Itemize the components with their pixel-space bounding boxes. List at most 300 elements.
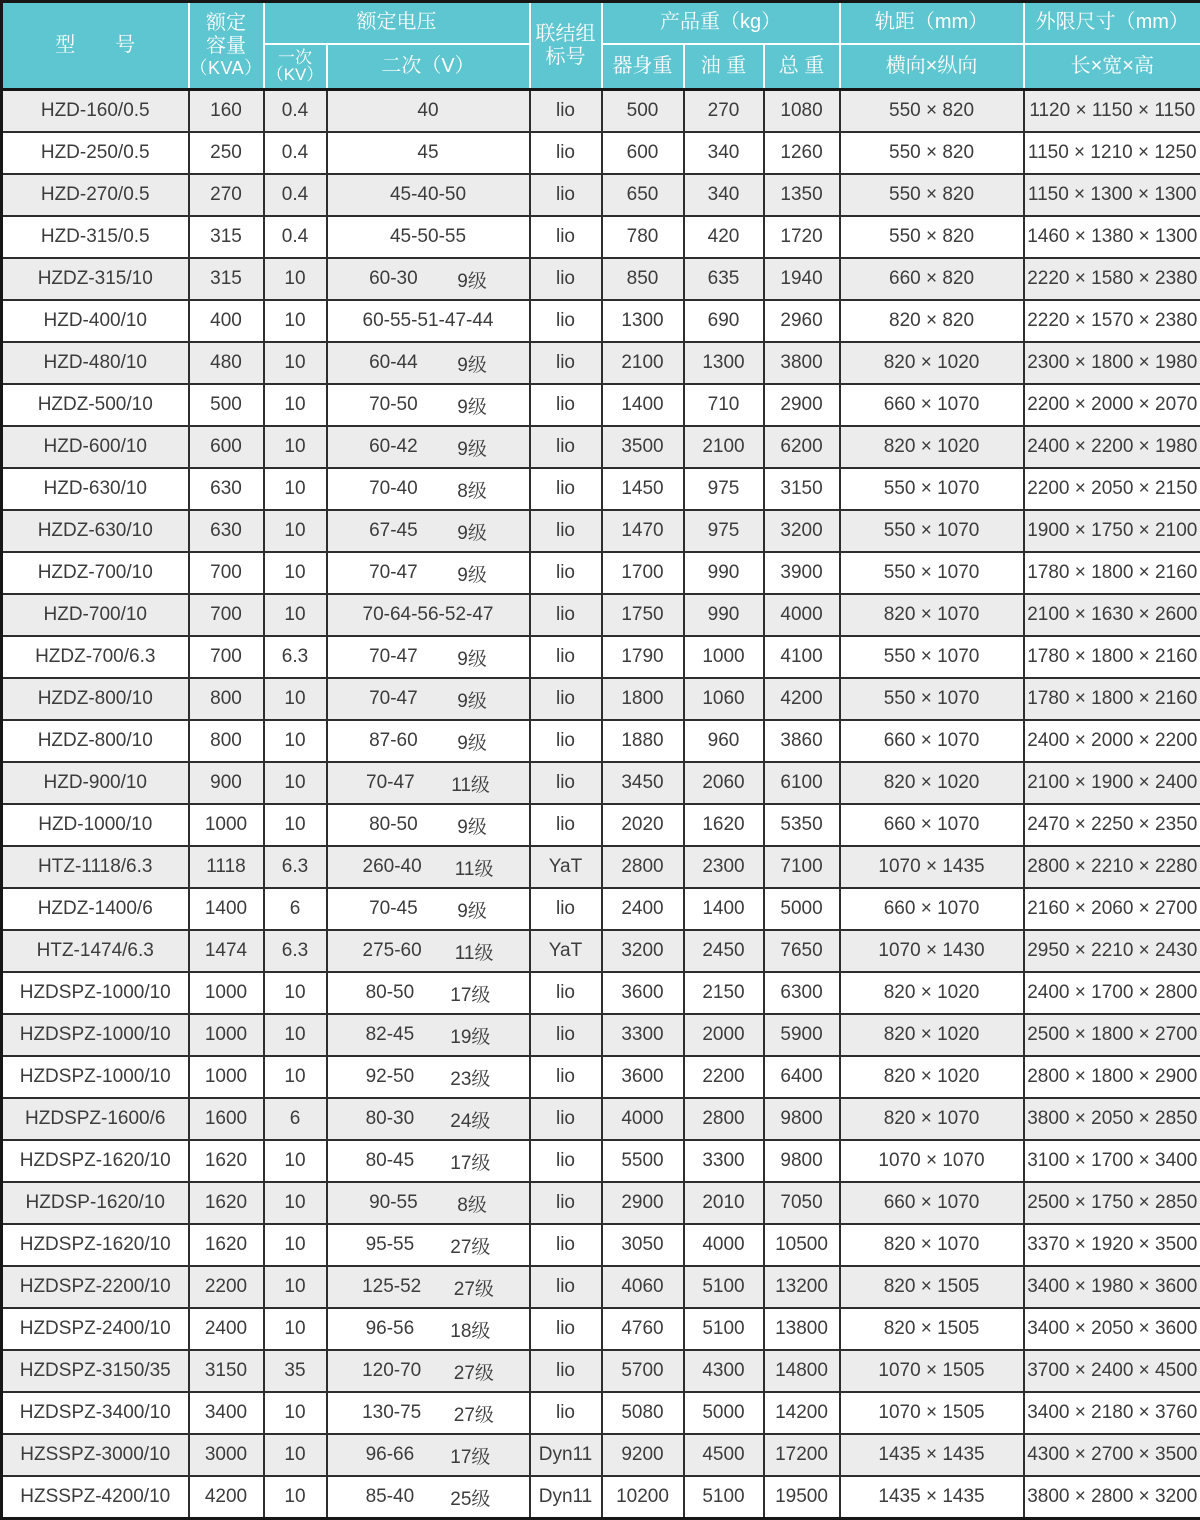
cell-model: HZDSPZ-1620/10 — [2, 1224, 189, 1266]
cell-outer-dims: 2950 × 2210 × 2430 — [1024, 930, 1200, 972]
secondary-voltage-wrap — [330, 226, 527, 248]
cell-rated-capacity: 2400 — [189, 1308, 264, 1350]
cell-gauge: 820 × 1020 — [840, 342, 1024, 384]
cell-primary-voltage: 6 — [264, 888, 327, 930]
header-body-weight: 器身重 — [602, 44, 684, 90]
header-total-weight: 总 重 — [764, 44, 840, 90]
secondary-voltage-range: 125-52 — [362, 1276, 421, 1298]
cell-primary-voltage: 10 — [264, 1476, 327, 1519]
secondary-voltage-steps: 27级 — [450, 1232, 490, 1259]
cell-secondary-voltage — [327, 216, 530, 258]
secondary-voltage-range: 85-40 — [366, 1486, 415, 1508]
cell-total-weight: 7100 — [764, 846, 840, 888]
cell-total-weight: 1350 — [764, 174, 840, 216]
secondary-voltage-range: 70-47 — [366, 772, 415, 794]
cell-model: HZDZ-700/6.3 — [2, 636, 189, 678]
secondary-voltage-steps: 25级 — [450, 1484, 490, 1511]
cell-connection-group: lio — [530, 216, 602, 258]
cell-model: HZSSPZ-4200/10 — [2, 1476, 189, 1519]
cell-total-weight: 3900 — [764, 552, 840, 594]
cell-primary-voltage: 10 — [264, 1266, 327, 1308]
table-row — [2, 468, 1200, 510]
cell-body-weight: 1400 — [602, 384, 684, 426]
secondary-voltage-range: 70-47 — [369, 562, 418, 584]
cell-connection-group: lio — [530, 1392, 602, 1434]
cell-secondary-voltage — [327, 300, 530, 342]
secondary-voltage-range: 70-45 — [369, 898, 418, 920]
cell-secondary-voltage — [327, 384, 530, 426]
cell-model: HZD-700/10 — [2, 594, 189, 636]
secondary-voltage-range: 96-56 — [366, 1318, 415, 1340]
cell-primary-voltage: 0.4 — [264, 174, 327, 216]
cell-oil-weight: 960 — [684, 720, 764, 762]
secondary-voltage-steps: 19级 — [450, 1022, 490, 1049]
cell-secondary-voltage — [327, 552, 530, 594]
cell-outer-dims: 2400 × 1700 × 2800 — [1024, 972, 1200, 1014]
header-rated-capacity-unit: （KVA） — [190, 58, 263, 79]
cell-rated-capacity: 800 — [189, 720, 264, 762]
cell-total-weight: 6200 — [764, 426, 840, 468]
cell-outer-dims: 1780 × 1800 × 2160 — [1024, 636, 1200, 678]
cell-gauge: 1435 × 1435 — [840, 1434, 1024, 1476]
cell-rated-capacity: 315 — [189, 216, 264, 258]
secondary-voltage-range: 80-50 — [369, 814, 418, 836]
table-row — [2, 1350, 1200, 1392]
secondary-voltage-range: 40 — [417, 100, 438, 122]
cell-model: HZDZ-500/10 — [2, 384, 189, 426]
header-connection-group-line1: 联结组 — [531, 23, 601, 46]
cell-rated-capacity: 1600 — [189, 1098, 264, 1140]
secondary-voltage-steps: 17级 — [450, 980, 490, 1007]
cell-secondary-voltage — [327, 90, 530, 133]
secondary-voltage-wrap — [330, 812, 527, 839]
cell-model: HTZ-1474/6.3 — [2, 930, 189, 972]
secondary-voltage-steps: 9级 — [457, 728, 487, 755]
cell-rated-capacity: 700 — [189, 552, 264, 594]
secondary-voltage-steps: 9级 — [457, 350, 487, 377]
cell-oil-weight: 4300 — [684, 1350, 764, 1392]
cell-body-weight: 3500 — [602, 426, 684, 468]
secondary-voltage-steps: 9级 — [457, 644, 487, 671]
cell-gauge: 550 × 1070 — [840, 510, 1024, 552]
table-row — [2, 552, 1200, 594]
cell-oil-weight: 2200 — [684, 1056, 764, 1098]
secondary-voltage-range: 45-50-55 — [390, 226, 466, 248]
secondary-voltage-wrap — [330, 1148, 527, 1175]
header-primary-voltage-line1: 一次 — [265, 49, 326, 66]
cell-total-weight: 3200 — [764, 510, 840, 552]
secondary-voltage-wrap — [330, 896, 527, 923]
table-row — [2, 426, 1200, 468]
cell-gauge: 1070 × 1435 — [840, 846, 1024, 888]
cell-oil-weight: 2150 — [684, 972, 764, 1014]
cell-oil-weight: 2060 — [684, 762, 764, 804]
cell-connection-group: lio — [530, 1098, 602, 1140]
secondary-voltage-wrap — [330, 854, 527, 881]
cell-connection-group: lio — [530, 594, 602, 636]
cell-connection-group: lio — [530, 972, 602, 1014]
header-primary-voltage — [264, 44, 327, 90]
cell-gauge: 820 × 1505 — [840, 1266, 1024, 1308]
cell-total-weight: 6400 — [764, 1056, 840, 1098]
cell-connection-group: YaT — [530, 846, 602, 888]
cell-model: HZDSPZ-2200/10 — [2, 1266, 189, 1308]
secondary-voltage-steps: 9级 — [457, 518, 487, 545]
table-row — [2, 1182, 1200, 1224]
cell-outer-dims: 1780 × 1800 × 2160 — [1024, 678, 1200, 720]
cell-body-weight: 2900 — [602, 1182, 684, 1224]
cell-model: HZD-400/10 — [2, 300, 189, 342]
cell-gauge: 1070 × 1505 — [840, 1350, 1024, 1392]
cell-rated-capacity: 630 — [189, 510, 264, 552]
cell-gauge: 550 × 1070 — [840, 552, 1024, 594]
secondary-voltage-range: 80-30 — [366, 1108, 415, 1130]
cell-primary-voltage: 10 — [264, 1182, 327, 1224]
secondary-voltage-range: 92-50 — [366, 1066, 415, 1088]
cell-total-weight: 4000 — [764, 594, 840, 636]
cell-secondary-voltage — [327, 1098, 530, 1140]
cell-primary-voltage: 10 — [264, 1392, 327, 1434]
cell-primary-voltage: 10 — [264, 1056, 327, 1098]
cell-model: HZDZ-1400/6 — [2, 888, 189, 930]
secondary-voltage-steps: 11级 — [451, 770, 490, 797]
secondary-voltage-wrap — [330, 1106, 527, 1133]
secondary-voltage-wrap — [330, 938, 527, 965]
secondary-voltage-range: 70-47 — [369, 646, 418, 668]
cell-connection-group: lio — [530, 384, 602, 426]
secondary-voltage-wrap — [330, 1232, 527, 1259]
cell-secondary-voltage — [327, 846, 530, 888]
cell-connection-group: lio — [530, 174, 602, 216]
cell-primary-voltage: 10 — [264, 1140, 327, 1182]
cell-oil-weight: 635 — [684, 258, 764, 300]
cell-gauge: 1070 × 1070 — [840, 1140, 1024, 1182]
secondary-voltage-steps: 9级 — [457, 896, 487, 923]
secondary-voltage-wrap — [330, 310, 527, 332]
secondary-voltage-steps: 11级 — [455, 938, 494, 965]
cell-oil-weight: 5100 — [684, 1266, 764, 1308]
cell-rated-capacity: 1620 — [189, 1140, 264, 1182]
cell-primary-voltage: 0.4 — [264, 90, 327, 133]
cell-primary-voltage: 10 — [264, 1434, 327, 1476]
cell-body-weight: 9200 — [602, 1434, 684, 1476]
cell-gauge: 550 × 1070 — [840, 468, 1024, 510]
table-row — [2, 846, 1200, 888]
cell-total-weight: 5900 — [764, 1014, 840, 1056]
cell-outer-dims: 3400 × 2180 × 3760 — [1024, 1392, 1200, 1434]
cell-total-weight: 9800 — [764, 1098, 840, 1140]
cell-rated-capacity: 315 — [189, 258, 264, 300]
cell-model: HZDSP-1620/10 — [2, 1182, 189, 1224]
table-row — [2, 1056, 1200, 1098]
cell-rated-capacity: 1620 — [189, 1224, 264, 1266]
table-row — [2, 1308, 1200, 1350]
cell-oil-weight: 690 — [684, 300, 764, 342]
cell-outer-dims: 3400 × 2050 × 3600 — [1024, 1308, 1200, 1350]
cell-rated-capacity: 2200 — [189, 1266, 264, 1308]
cell-body-weight: 5500 — [602, 1140, 684, 1182]
cell-rated-capacity: 270 — [189, 174, 264, 216]
secondary-voltage-wrap — [330, 476, 527, 503]
cell-oil-weight: 3300 — [684, 1140, 764, 1182]
secondary-voltage-range: 95-55 — [366, 1234, 415, 1256]
secondary-voltage-range: 87-60 — [369, 730, 418, 752]
cell-connection-group: lio — [530, 1140, 602, 1182]
secondary-voltage-steps: 9级 — [457, 812, 487, 839]
header-rated-capacity-line2: 容量 — [190, 35, 263, 58]
cell-gauge: 550 × 820 — [840, 90, 1024, 133]
table-header — [2, 2, 1200, 90]
cell-body-weight: 3050 — [602, 1224, 684, 1266]
secondary-voltage-wrap — [330, 392, 527, 419]
cell-gauge: 820 × 1070 — [840, 594, 1024, 636]
cell-connection-group: lio — [530, 762, 602, 804]
table-row — [2, 804, 1200, 846]
secondary-voltage-steps: 9级 — [457, 686, 487, 713]
cell-connection-group: lio — [530, 510, 602, 552]
cell-outer-dims: 3800 × 2800 × 3200 — [1024, 1476, 1200, 1519]
table-row — [2, 1392, 1200, 1434]
cell-connection-group: lio — [530, 1014, 602, 1056]
cell-connection-group: lio — [530, 552, 602, 594]
cell-body-weight: 10200 — [602, 1476, 684, 1519]
secondary-voltage-range: 96-66 — [366, 1444, 415, 1466]
table-row — [2, 1098, 1200, 1140]
table-body — [2, 90, 1200, 1519]
secondary-voltage-wrap — [330, 686, 527, 713]
cell-secondary-voltage — [327, 468, 530, 510]
secondary-voltage-steps: 27级 — [454, 1400, 494, 1427]
cell-oil-weight: 2010 — [684, 1182, 764, 1224]
header-primary-voltage-line2: （KV） — [265, 66, 326, 83]
cell-body-weight: 4760 — [602, 1308, 684, 1350]
cell-total-weight: 7050 — [764, 1182, 840, 1224]
secondary-voltage-steps: 9级 — [457, 560, 487, 587]
cell-rated-capacity: 3400 — [189, 1392, 264, 1434]
cell-body-weight: 4000 — [602, 1098, 684, 1140]
cell-model: HZSSPZ-3000/10 — [2, 1434, 189, 1476]
cell-model: HZD-250/0.5 — [2, 132, 189, 174]
cell-body-weight: 600 — [602, 132, 684, 174]
cell-secondary-voltage — [327, 1014, 530, 1056]
cell-oil-weight: 975 — [684, 510, 764, 552]
cell-connection-group: lio — [530, 300, 602, 342]
secondary-voltage-wrap — [330, 100, 527, 122]
cell-oil-weight: 420 — [684, 216, 764, 258]
table-row — [2, 216, 1200, 258]
cell-total-weight: 5000 — [764, 888, 840, 930]
secondary-voltage-steps: 27级 — [454, 1358, 494, 1385]
cell-connection-group: lio — [530, 1224, 602, 1266]
cell-gauge: 660 × 1070 — [840, 888, 1024, 930]
cell-primary-voltage: 0.4 — [264, 216, 327, 258]
cell-primary-voltage: 10 — [264, 468, 327, 510]
header-oil-weight: 油 重 — [684, 44, 764, 90]
cell-outer-dims: 2200 × 2050 × 2150 — [1024, 468, 1200, 510]
cell-gauge: 660 × 1070 — [840, 804, 1024, 846]
secondary-voltage-wrap — [330, 560, 527, 587]
cell-rated-capacity: 1000 — [189, 972, 264, 1014]
cell-connection-group: lio — [530, 90, 602, 133]
table-row — [2, 1434, 1200, 1476]
secondary-voltage-wrap — [330, 1358, 527, 1385]
cell-total-weight: 10500 — [764, 1224, 840, 1266]
header-gauge-sub: 横向×纵向 — [840, 44, 1024, 90]
table-row — [2, 1140, 1200, 1182]
table-row — [2, 1476, 1200, 1519]
cell-connection-group: lio — [530, 258, 602, 300]
cell-gauge: 820 × 1020 — [840, 972, 1024, 1014]
cell-body-weight: 3600 — [602, 972, 684, 1014]
cell-model: HZDZ-700/10 — [2, 552, 189, 594]
cell-rated-capacity: 3150 — [189, 1350, 264, 1392]
cell-outer-dims: 1150 × 1210 × 1250 — [1024, 132, 1200, 174]
cell-gauge: 660 × 1070 — [840, 1182, 1024, 1224]
cell-secondary-voltage — [327, 258, 530, 300]
cell-outer-dims: 2800 × 2210 × 2280 — [1024, 846, 1200, 888]
table-row — [2, 510, 1200, 552]
cell-model: HZD-270/0.5 — [2, 174, 189, 216]
secondary-voltage-wrap — [330, 142, 527, 164]
cell-body-weight: 1450 — [602, 468, 684, 510]
cell-outer-dims: 3100 × 1700 × 3400 — [1024, 1140, 1200, 1182]
cell-secondary-voltage — [327, 1350, 530, 1392]
table-row — [2, 174, 1200, 216]
secondary-voltage-wrap — [330, 980, 527, 1007]
cell-total-weight: 2960 — [764, 300, 840, 342]
cell-total-weight: 17200 — [764, 1434, 840, 1476]
cell-outer-dims: 2300 × 1800 × 1980 — [1024, 342, 1200, 384]
cell-model: HZDZ-800/10 — [2, 720, 189, 762]
cell-primary-voltage: 6.3 — [264, 636, 327, 678]
cell-oil-weight: 1400 — [684, 888, 764, 930]
cell-total-weight: 5350 — [764, 804, 840, 846]
cell-connection-group: lio — [530, 1266, 602, 1308]
cell-body-weight: 5080 — [602, 1392, 684, 1434]
secondary-voltage-steps: 17级 — [450, 1148, 490, 1175]
secondary-voltage-range: 80-50 — [366, 982, 415, 1004]
secondary-voltage-range: 45-40-50 — [390, 184, 466, 206]
cell-body-weight: 2800 — [602, 846, 684, 888]
cell-model: HZDSPZ-1000/10 — [2, 972, 189, 1014]
secondary-voltage-steps: 8级 — [457, 476, 487, 503]
cell-oil-weight: 2800 — [684, 1098, 764, 1140]
cell-gauge: 660 × 820 — [840, 258, 1024, 300]
cell-connection-group: lio — [530, 636, 602, 678]
cell-rated-capacity: 400 — [189, 300, 264, 342]
cell-oil-weight: 5100 — [684, 1476, 764, 1519]
cell-oil-weight: 4500 — [684, 1434, 764, 1476]
cell-total-weight: 1720 — [764, 216, 840, 258]
cell-secondary-voltage — [327, 930, 530, 972]
cell-outer-dims: 2800 × 1800 × 2900 — [1024, 1056, 1200, 1098]
header-connection-group-line2: 标号 — [531, 46, 601, 69]
secondary-voltage-wrap — [330, 1400, 527, 1427]
cell-gauge: 660 × 1070 — [840, 384, 1024, 426]
secondary-voltage-range: 80-45 — [366, 1150, 415, 1172]
cell-rated-capacity: 1118 — [189, 846, 264, 888]
table-row — [2, 342, 1200, 384]
cell-gauge: 820 × 1505 — [840, 1308, 1024, 1350]
cell-model: HTZ-1118/6.3 — [2, 846, 189, 888]
cell-outer-dims: 2500 × 1800 × 2700 — [1024, 1014, 1200, 1056]
cell-gauge: 1070 × 1505 — [840, 1392, 1024, 1434]
cell-gauge: 660 × 1070 — [840, 720, 1024, 762]
cell-rated-capacity: 160 — [189, 90, 264, 133]
secondary-voltage-wrap — [330, 604, 527, 626]
secondary-voltage-wrap — [330, 350, 527, 377]
secondary-voltage-wrap — [330, 644, 527, 671]
cell-body-weight: 5700 — [602, 1350, 684, 1392]
cell-secondary-voltage — [327, 1476, 530, 1519]
cell-secondary-voltage — [327, 174, 530, 216]
cell-model: HZD-160/0.5 — [2, 90, 189, 133]
cell-secondary-voltage — [327, 888, 530, 930]
cell-total-weight: 1260 — [764, 132, 840, 174]
secondary-voltage-steps: 17级 — [450, 1442, 490, 1469]
cell-primary-voltage: 10 — [264, 972, 327, 1014]
header-rated-capacity-line1: 额定 — [190, 12, 263, 35]
cell-gauge: 550 × 1070 — [840, 636, 1024, 678]
table-row — [2, 972, 1200, 1014]
cell-total-weight: 14200 — [764, 1392, 840, 1434]
cell-secondary-voltage — [327, 1182, 530, 1224]
cell-primary-voltage: 10 — [264, 300, 327, 342]
secondary-voltage-range: 67-45 — [369, 520, 418, 542]
cell-body-weight: 4060 — [602, 1266, 684, 1308]
cell-total-weight: 3800 — [764, 342, 840, 384]
cell-connection-group: lio — [530, 468, 602, 510]
secondary-voltage-wrap — [330, 728, 527, 755]
cell-connection-group: lio — [530, 1308, 602, 1350]
cell-body-weight: 1470 — [602, 510, 684, 552]
secondary-voltage-steps: 9级 — [457, 266, 487, 293]
cell-total-weight: 14800 — [764, 1350, 840, 1392]
cell-primary-voltage: 6 — [264, 1098, 327, 1140]
cell-rated-capacity: 700 — [189, 594, 264, 636]
cell-secondary-voltage — [327, 1224, 530, 1266]
cell-oil-weight: 2100 — [684, 426, 764, 468]
cell-secondary-voltage — [327, 636, 530, 678]
cell-oil-weight: 2000 — [684, 1014, 764, 1056]
cell-total-weight: 7650 — [764, 930, 840, 972]
secondary-voltage-range: 60-55-51-47-44 — [363, 310, 494, 332]
cell-gauge: 550 × 820 — [840, 132, 1024, 174]
cell-connection-group: Dyn11 — [530, 1434, 602, 1476]
secondary-voltage-steps: 18级 — [450, 1316, 490, 1343]
cell-outer-dims: 2220 × 1580 × 2380 — [1024, 258, 1200, 300]
cell-total-weight: 6300 — [764, 972, 840, 1014]
secondary-voltage-range: 90-55 — [369, 1192, 418, 1214]
cell-gauge: 1435 × 1435 — [840, 1476, 1024, 1519]
cell-body-weight: 3600 — [602, 1056, 684, 1098]
cell-oil-weight: 5100 — [684, 1308, 764, 1350]
cell-rated-capacity: 1000 — [189, 1056, 264, 1098]
cell-secondary-voltage — [327, 1392, 530, 1434]
cell-total-weight: 13200 — [764, 1266, 840, 1308]
header-model: 型 号 — [2, 2, 189, 90]
cell-rated-capacity: 500 — [189, 384, 264, 426]
cell-total-weight: 4200 — [764, 678, 840, 720]
cell-model: HZDSPZ-1620/10 — [2, 1140, 189, 1182]
cell-model: HZDSPZ-1600/6 — [2, 1098, 189, 1140]
cell-oil-weight: 990 — [684, 594, 764, 636]
secondary-voltage-wrap — [330, 1316, 527, 1343]
cell-secondary-voltage — [327, 594, 530, 636]
secondary-voltage-wrap — [330, 434, 527, 461]
cell-gauge: 820 × 1070 — [840, 1224, 1024, 1266]
table-row — [2, 1266, 1200, 1308]
